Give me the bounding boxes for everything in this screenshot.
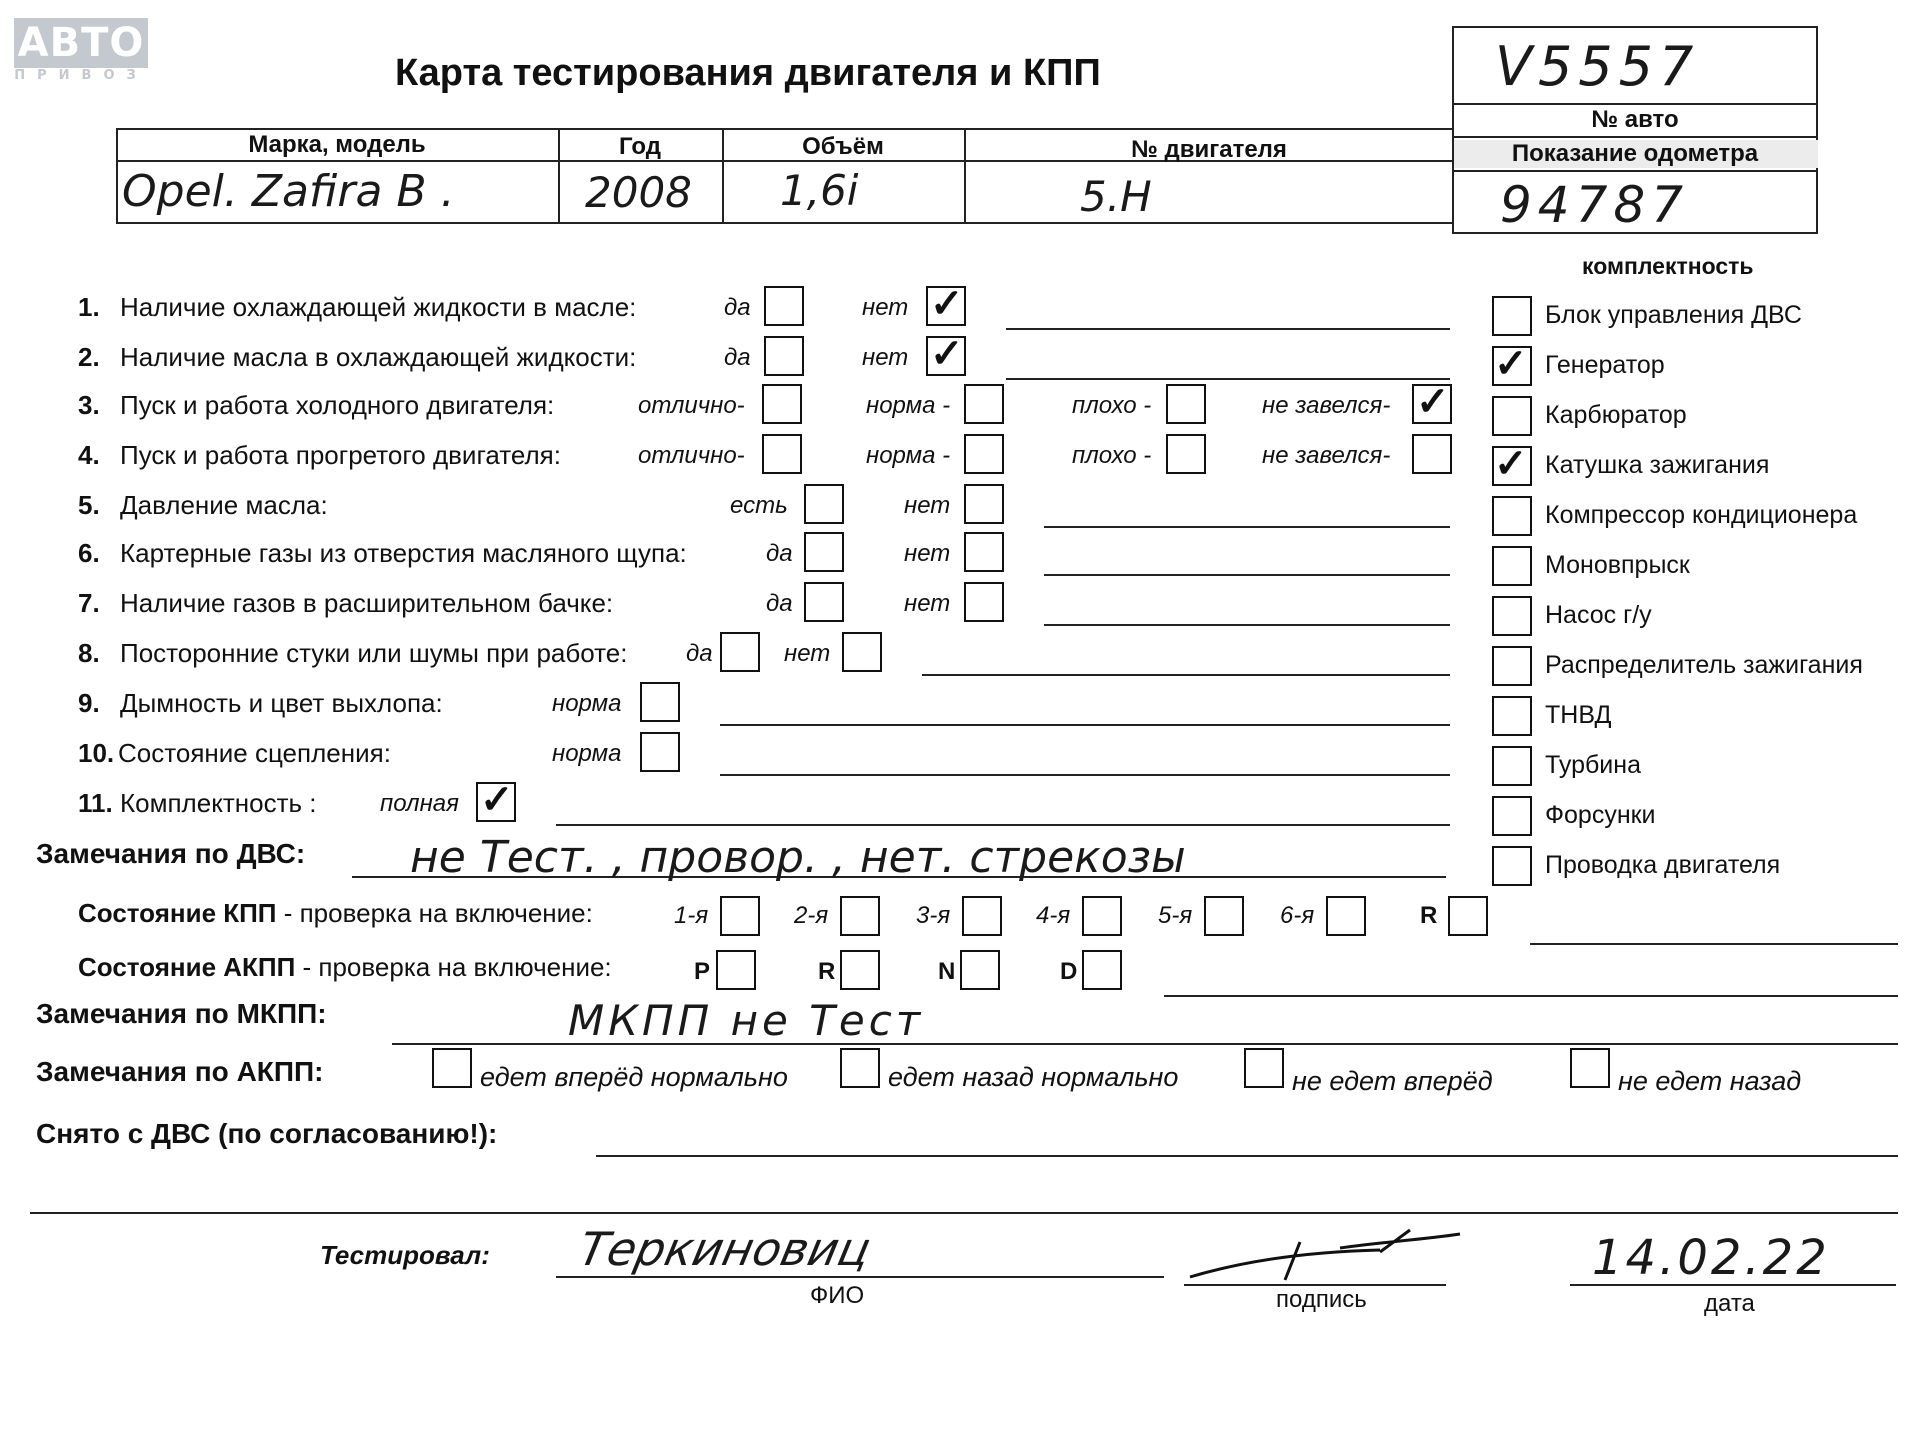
question-text: Картерные газы из отверстия масляного щупа: bbox=[120, 538, 687, 568]
akpp-mode-label: R bbox=[818, 958, 836, 985]
akpp-line bbox=[1164, 995, 1898, 997]
option-label: не завелся- bbox=[1262, 442, 1391, 469]
option-checkbox[interactable] bbox=[964, 582, 1004, 622]
option-label: отлично- bbox=[638, 392, 745, 419]
option-label: нет bbox=[904, 492, 951, 519]
logo bbox=[14, 18, 148, 68]
question-number: 10. bbox=[78, 738, 115, 768]
option-label: плохо - bbox=[1072, 442, 1152, 469]
option-label: плохо - bbox=[1072, 392, 1152, 419]
option-checkbox[interactable] bbox=[720, 632, 760, 672]
option-label: норма bbox=[552, 740, 622, 767]
fio-signature: Теркиновиц bbox=[574, 1222, 876, 1276]
option-checkbox[interactable] bbox=[764, 336, 804, 376]
option-checkbox[interactable] bbox=[1166, 434, 1206, 474]
akpp-remark-checkbox[interactable] bbox=[1570, 1048, 1610, 1088]
gear-checkbox[interactable] bbox=[720, 896, 760, 936]
odometer-label: Показание одометра bbox=[1452, 140, 1818, 168]
option-label: нет bbox=[904, 540, 951, 567]
check-mark-icon: ✓ bbox=[1494, 442, 1528, 486]
question-text: Дымность и цвет выхлопа: bbox=[120, 688, 443, 718]
col-year: Год bbox=[619, 133, 661, 160]
question-number: 9. bbox=[78, 688, 100, 718]
question-text: Состояние сцепления: bbox=[118, 738, 391, 768]
question-text: Наличие газов в расширительном бачке: bbox=[120, 588, 614, 618]
completeness-checkbox[interactable] bbox=[1492, 596, 1532, 636]
remarks-dvs-value[interactable]: не Тест. , провор. , нет. стрекозы bbox=[410, 832, 1186, 883]
completeness-title: комплектность bbox=[1582, 253, 1754, 279]
auto-box-divider bbox=[1452, 103, 1818, 105]
gear-checkbox[interactable] bbox=[1326, 896, 1366, 936]
option-label: полная bbox=[380, 790, 459, 817]
answer-line bbox=[1006, 378, 1450, 380]
gear-checkbox[interactable] bbox=[840, 896, 880, 936]
logo-subtext: ПРИВОЗ bbox=[14, 68, 148, 83]
akpp-remark-checkbox[interactable] bbox=[1244, 1048, 1284, 1088]
completeness-checkbox[interactable] bbox=[1492, 846, 1532, 886]
akpp-remark-checkbox[interactable] bbox=[840, 1048, 880, 1088]
answer-line bbox=[1044, 526, 1450, 528]
engine-no-value: 5.H bbox=[1080, 172, 1152, 221]
completeness-item-label: Распределитель зажигания bbox=[1545, 651, 1863, 679]
option-checkbox[interactable] bbox=[964, 532, 1004, 572]
option-checkbox[interactable] bbox=[804, 484, 844, 524]
question-text: Посторонние стуки или шумы при работе: bbox=[120, 638, 628, 668]
question-number: 4. bbox=[78, 440, 100, 470]
logo-text: АВТО bbox=[14, 18, 148, 68]
option-checkbox[interactable] bbox=[640, 682, 680, 722]
gear-label: 3-я bbox=[916, 902, 951, 929]
akpp-label-bold: Состояние АКПП bbox=[78, 952, 296, 982]
akpp-mode-checkbox[interactable] bbox=[840, 950, 880, 990]
akpp-mode-label: P bbox=[694, 958, 711, 985]
akpp-remark-checkbox[interactable] bbox=[432, 1048, 472, 1088]
auto-box-divider bbox=[1452, 170, 1818, 172]
completeness-checkbox[interactable] bbox=[1492, 496, 1532, 536]
kpp-label-rest: - проверка на включение: bbox=[276, 898, 593, 928]
option-checkbox[interactable] bbox=[1412, 434, 1452, 474]
gear-label: R bbox=[1420, 902, 1438, 929]
option-checkbox[interactable] bbox=[964, 434, 1004, 474]
option-label: нет bbox=[904, 590, 951, 617]
completeness-item-label: Моновпрыск bbox=[1545, 551, 1690, 579]
question-text: Давление масла: bbox=[120, 490, 328, 520]
option-label: нет bbox=[784, 640, 831, 667]
option-label: да bbox=[766, 590, 793, 617]
option-label: есть bbox=[730, 492, 788, 519]
answer-line bbox=[1044, 624, 1450, 626]
akpp-label bbox=[78, 952, 612, 983]
question-text: Пуск и работа холодного двигателя: bbox=[120, 390, 555, 420]
remarks-mkpp-value[interactable]: МКПП не Тест bbox=[568, 996, 925, 1045]
year-value: 2008 bbox=[585, 168, 692, 217]
fio-caption: ФИО bbox=[810, 1282, 865, 1309]
option-label: да bbox=[724, 294, 751, 321]
question-text: Наличие охлаждающей жидкости в масле: bbox=[120, 292, 637, 322]
option-checkbox[interactable] bbox=[640, 732, 680, 772]
remarks-mkpp-label: Замечания по МКПП: bbox=[36, 998, 327, 1029]
completeness-item-label: Форсунки bbox=[1545, 801, 1656, 829]
auto-number-label: № авто bbox=[1591, 106, 1679, 133]
question-number: 3. bbox=[78, 390, 100, 420]
option-checkbox[interactable] bbox=[964, 384, 1004, 424]
option-checkbox[interactable] bbox=[1166, 384, 1206, 424]
completeness-checkbox[interactable] bbox=[1492, 796, 1532, 836]
remarks-dvs-label: Замечания по ДВС: bbox=[36, 838, 306, 869]
footer-divider bbox=[30, 1212, 1898, 1214]
akpp-remark-label: не едет вперёд bbox=[1292, 1066, 1493, 1096]
auto-box-divider bbox=[1452, 136, 1818, 138]
option-label: нет bbox=[862, 344, 909, 371]
option-checkbox[interactable] bbox=[764, 286, 804, 326]
page-title: Карта тестирования двигателя и КПП bbox=[395, 52, 1101, 94]
kpp-label-bold: Состояние КПП bbox=[78, 898, 277, 928]
removed-label: Снято с ДВС (по согласованию!): bbox=[36, 1118, 498, 1149]
option-checkbox[interactable] bbox=[762, 384, 802, 424]
akpp-mode-checkbox[interactable] bbox=[1082, 950, 1122, 990]
question-number: 6. bbox=[78, 538, 100, 568]
gear-label: 1-я bbox=[674, 902, 709, 929]
completeness-checkbox[interactable] bbox=[1492, 546, 1532, 586]
col-make-model: Марка, модель bbox=[248, 131, 426, 158]
completeness-checkbox[interactable] bbox=[1492, 696, 1532, 736]
volume-value: 1,6i bbox=[780, 166, 859, 215]
akpp-remark-label: едет вперёд нормально bbox=[480, 1062, 788, 1092]
kpp-line bbox=[1530, 943, 1898, 945]
gear-checkbox[interactable] bbox=[1082, 896, 1122, 936]
option-label: норма - bbox=[866, 442, 951, 469]
option-label: норма bbox=[552, 690, 622, 717]
akpp-label-rest: - проверка на включение: bbox=[295, 952, 612, 982]
akpp-mode-label: N bbox=[938, 958, 956, 985]
completeness-item-label: Катушка зажигания bbox=[1545, 451, 1770, 479]
question-text: Пуск и работа прогретого двигателя: bbox=[120, 440, 561, 470]
option-checkbox[interactable] bbox=[842, 632, 882, 672]
check-mark-icon: ✓ bbox=[1494, 342, 1528, 386]
question-number: 5. bbox=[78, 490, 100, 520]
completeness-item-label: Блок управления ДВС bbox=[1545, 301, 1802, 329]
completeness-checkbox[interactable] bbox=[1492, 296, 1532, 336]
gear-checkbox[interactable] bbox=[1204, 896, 1244, 936]
completeness-checkbox[interactable] bbox=[1492, 646, 1532, 686]
kpp-label bbox=[78, 898, 593, 929]
gear-label: 6-я bbox=[1280, 902, 1315, 929]
gear-checkbox[interactable] bbox=[962, 896, 1002, 936]
question-number: 8. bbox=[78, 638, 100, 668]
akpp-mode-checkbox[interactable] bbox=[960, 950, 1000, 990]
question-number: 7. bbox=[78, 588, 100, 618]
completeness-item-label: ТНВД bbox=[1545, 701, 1612, 729]
option-label: нет bbox=[862, 294, 909, 321]
odometer-value: 94787 bbox=[1500, 176, 1690, 234]
remarks-akpp-label: Замечания по АКПП: bbox=[36, 1056, 324, 1087]
fio-line bbox=[556, 1276, 1164, 1278]
akpp-remark-label: не едет назад bbox=[1618, 1066, 1802, 1096]
auto-number-value: V5557 bbox=[1495, 35, 1700, 98]
akpp-mode-checkbox[interactable] bbox=[716, 950, 756, 990]
answer-line bbox=[720, 774, 1450, 776]
option-label: да bbox=[766, 540, 793, 567]
check-mark-icon: ✓ bbox=[930, 282, 964, 326]
col-engine-no: № двигателя bbox=[1131, 136, 1287, 163]
answer-line bbox=[556, 824, 1450, 826]
question-text: Наличие масла в охлаждающей жидкости: bbox=[120, 342, 637, 372]
option-checkbox[interactable] bbox=[762, 434, 802, 474]
completeness-item-label: Генератор bbox=[1545, 351, 1665, 379]
sign-caption: подпись bbox=[1276, 1286, 1367, 1313]
signature bbox=[1180, 1222, 1470, 1292]
option-label: да bbox=[686, 640, 713, 667]
check-mark-icon: ✓ bbox=[480, 778, 514, 822]
completeness-item-label: Проводка двигателя bbox=[1545, 851, 1781, 879]
completeness-checkbox[interactable] bbox=[1492, 396, 1532, 436]
check-mark-icon: ✓ bbox=[1416, 380, 1450, 424]
completeness-item-label: Компрессор кондиционера bbox=[1545, 501, 1858, 529]
option-label: отлично- bbox=[638, 442, 745, 469]
check-mark-icon: ✓ bbox=[930, 332, 964, 376]
option-label: да bbox=[724, 344, 751, 371]
option-checkbox[interactable] bbox=[804, 582, 844, 622]
option-label: не завелся- bbox=[1262, 392, 1391, 419]
gear-checkbox[interactable] bbox=[1448, 896, 1488, 936]
answer-line bbox=[1006, 328, 1450, 330]
option-checkbox[interactable] bbox=[804, 532, 844, 572]
answer-line bbox=[1044, 574, 1450, 576]
gear-label: 4-я bbox=[1036, 902, 1071, 929]
make-model-value: Opel. Zafira B . bbox=[122, 166, 455, 217]
date-caption: дата bbox=[1704, 1290, 1755, 1317]
akpp-mode-label: D bbox=[1060, 958, 1078, 985]
date-value: 14.02.22 bbox=[1592, 1230, 1830, 1286]
question-text: Комплектность : bbox=[120, 788, 317, 818]
gear-label: 5-я bbox=[1158, 902, 1193, 929]
col-volume: Объём bbox=[802, 133, 884, 160]
answer-line bbox=[720, 724, 1450, 726]
gear-label: 2-я bbox=[794, 902, 829, 929]
question-number: 2. bbox=[78, 342, 100, 372]
completeness-item-label: Турбина bbox=[1545, 751, 1641, 779]
completeness-checkbox[interactable] bbox=[1492, 746, 1532, 786]
question-number: 1. bbox=[78, 292, 100, 322]
removed-line bbox=[596, 1155, 1898, 1157]
option-label: норма - bbox=[866, 392, 951, 419]
answer-line bbox=[922, 674, 1450, 676]
question-number: 11. bbox=[78, 788, 113, 818]
tested-label: Тестировал: bbox=[320, 1240, 490, 1270]
akpp-remark-label: едет назад нормально bbox=[888, 1062, 1179, 1092]
completeness-item-label: Насос г/у bbox=[1545, 601, 1652, 629]
completeness-item-label: Карбюратор bbox=[1545, 401, 1687, 429]
option-checkbox[interactable] bbox=[964, 484, 1004, 524]
